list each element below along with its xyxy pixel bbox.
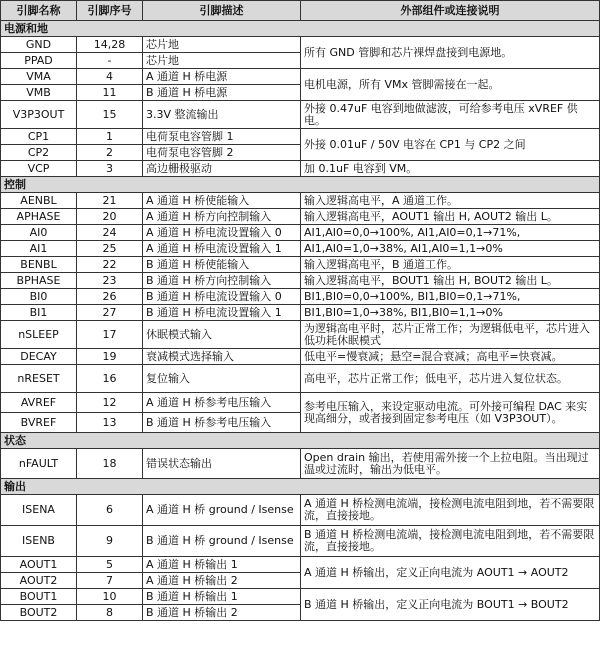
- section-status: 状态: [1, 433, 600, 449]
- pin-name: AI0: [1, 225, 77, 241]
- pin-number: 17: [77, 321, 143, 349]
- table-row: [1, 393, 600, 413]
- pin-name: AOUT2: [1, 573, 77, 589]
- table-row: [1, 589, 600, 605]
- pin-note: A 通道 H 桥检测电流端，接检测电流电阻到地，若不需要限流，直接接地。: [301, 495, 600, 526]
- pin-note: 为逻辑高电平时，芯片正常工作；为逻辑低电平，芯片进入低功耗休眠模式: [301, 321, 600, 349]
- pin-desc: 衰减模式选择输入: [143, 349, 301, 365]
- pin-number: 6: [77, 495, 143, 526]
- pin-name: BOUT2: [1, 605, 77, 621]
- table-row: [1, 193, 600, 209]
- pin-number: 5: [77, 557, 143, 573]
- pin-number: 24: [77, 225, 143, 241]
- pin-name: GND: [1, 37, 77, 53]
- pin-desc: B 通道 H 桥电流设置输入 1: [143, 305, 301, 321]
- table-row: [1, 37, 600, 53]
- pin-name: V3P3OUT: [1, 101, 77, 129]
- pin-name: BI1: [1, 305, 77, 321]
- pin-note: Open drain 输出，若使用需外接一个上拉电阻。当出现过温或过流时，输出为低电平。: [301, 449, 600, 479]
- pin-name: VMB: [1, 85, 77, 101]
- pin-name: BPHASE: [1, 273, 77, 289]
- pin-number: 9: [77, 526, 143, 557]
- pin-number: 15: [77, 101, 143, 129]
- table-row: [1, 526, 600, 557]
- pin-number: 7: [77, 573, 143, 589]
- pin-desc: 休眠模式输入: [143, 321, 301, 349]
- pin-number: 10: [77, 589, 143, 605]
- pin-desc: B 通道 H 桥电源: [143, 85, 301, 101]
- pin-number: 20: [77, 209, 143, 225]
- pin-name: PPAD: [1, 53, 77, 69]
- pin-note: BI1,BI0=0,0→100%, BI1,BI0=0,1→71%,: [301, 289, 600, 305]
- pin-note: AI1,AI0=1,0→38%, AI1,AI0=1,1→0%: [301, 241, 600, 257]
- table-row: [1, 449, 600, 479]
- pin-name: BVREF: [1, 413, 77, 433]
- table-row: [1, 101, 600, 129]
- pin-number: 19: [77, 349, 143, 365]
- pin-name: CP1: [1, 129, 77, 145]
- pin-note: 加 0.1uF 电容到 VM。: [301, 161, 600, 177]
- pin-name: nSLEEP: [1, 321, 77, 349]
- table-row: [1, 257, 600, 273]
- pin-note: 高电平，芯片正常工作；低电平，芯片进入复位状态。: [301, 365, 600, 393]
- pin-name: BENBL: [1, 257, 77, 273]
- pin-note: AI1,AI0=0,0→100%, AI1,AI0=0,1→71%,: [301, 225, 600, 241]
- pin-note: A 通道 H 桥输出，定义正向电流为 AOUT1 → AOUT2: [301, 557, 600, 589]
- table-row: [1, 349, 600, 365]
- pin-name: AENBL: [1, 193, 77, 209]
- pin-desc: A 通道 H 桥方向控制输入: [143, 209, 301, 225]
- table-row: [1, 129, 600, 145]
- table-row: [1, 365, 600, 393]
- pin-number: 8: [77, 605, 143, 621]
- pin-name: AVREF: [1, 393, 77, 413]
- pin-number: 23: [77, 273, 143, 289]
- section-control: 控制: [1, 177, 600, 193]
- pin-name: AOUT1: [1, 557, 77, 573]
- pin-number: 13: [77, 413, 143, 433]
- pin-desc: B 通道 H 桥使能输入: [143, 257, 301, 273]
- pin-desc: B 通道 H 桥电流设置输入 0: [143, 289, 301, 305]
- pin-desc: A 通道 H 桥电流设置输入 0: [143, 225, 301, 241]
- pin-note: 输入逻辑高电平，BOUT1 输出 H, BOUT2 输出 L。: [301, 273, 600, 289]
- pin-desc: 芯片地: [143, 53, 301, 69]
- pin-desc: A 通道 H 桥使能输入: [143, 193, 301, 209]
- pin-desc: 错误状态输出: [143, 449, 301, 479]
- pin-desc: 电荷泵电容管脚 2: [143, 145, 301, 161]
- pin-note: 所有 GND 管脚和芯片裸焊盘接到电源地。: [301, 37, 600, 69]
- pin-number: 12: [77, 393, 143, 413]
- pin-name: ISENA: [1, 495, 77, 526]
- pin-desc: 复位输入: [143, 365, 301, 393]
- table-row: [1, 305, 600, 321]
- pin-note: B 通道 H 桥输出，定义正向电流为 BOUT1 → BOUT2: [301, 589, 600, 621]
- pin-note: 低电平=慢衰减；悬空=混合衰减；高电平=快衰减。: [301, 349, 600, 365]
- section-output: 输出: [1, 479, 600, 495]
- pin-name: BOUT1: [1, 589, 77, 605]
- pin-note: 外接 0.47uF 电容到地做滤波，可给参考电压 xVREF 供电。: [301, 101, 600, 129]
- pin-desc: B 通道 H 桥输出 1: [143, 589, 301, 605]
- header-pin-number: 引脚序号: [77, 1, 143, 21]
- pin-note: 参考电压输入，来设定驱动电流。可外接可编程 DAC 来实现高细分，或者接到固定参考电压（如 V3P3OUT）。: [301, 393, 600, 433]
- pin-name: BI0: [1, 289, 77, 305]
- pin-note: 外接 0.01uF / 50V 电容在 CP1 与 CP2 之间: [301, 129, 600, 161]
- header-row: [1, 1, 600, 21]
- table-row: [1, 289, 600, 305]
- pin-number: 16: [77, 365, 143, 393]
- table-row: [1, 321, 600, 349]
- table-row: [1, 161, 600, 177]
- pin-desc: 芯片地: [143, 37, 301, 53]
- pin-name: DECAY: [1, 349, 77, 365]
- pin-desc: A 通道 H 桥参考电压输入: [143, 393, 301, 413]
- header-pin-description: 引脚描述: [143, 1, 301, 21]
- table-row: [1, 225, 600, 241]
- pin-name: AI1: [1, 241, 77, 257]
- pin-number: 26: [77, 289, 143, 305]
- pin-number: 2: [77, 145, 143, 161]
- pin-name: VMA: [1, 69, 77, 85]
- pin-note: 输入逻辑高电平，A 通道工作。: [301, 193, 600, 209]
- pin-number: 18: [77, 449, 143, 479]
- pin-desc: B 通道 H 桥输出 2: [143, 605, 301, 621]
- pin-number: 1: [77, 129, 143, 145]
- pin-number: 25: [77, 241, 143, 257]
- table-row: [1, 557, 600, 573]
- pin-desc: A 通道 H 桥电源: [143, 69, 301, 85]
- pin-name: nFAULT: [1, 449, 77, 479]
- table-row: [1, 273, 600, 289]
- pin-name: APHASE: [1, 209, 77, 225]
- pin-desc: A 通道 H 桥 ground / Isense: [143, 495, 301, 526]
- pin-note: BI1,BI0=1,0→38%, BI1,BI0=1,1→0%: [301, 305, 600, 321]
- table-row: [1, 69, 600, 85]
- pin-name: nRESET: [1, 365, 77, 393]
- table-row: [1, 241, 600, 257]
- pin-desc: 电荷泵电容管脚 1: [143, 129, 301, 145]
- pin-desc: A 通道 H 桥电流设置输入 1: [143, 241, 301, 257]
- pin-number: 21: [77, 193, 143, 209]
- pin-note: B 通道 H 桥检测电流端，接检测电流电阻到地，若不需要限流，直接接地。: [301, 526, 600, 557]
- pin-name: CP2: [1, 145, 77, 161]
- pin-desc: 3.3V 整流输出: [143, 101, 301, 129]
- pin-desc: A 通道 H 桥输出 2: [143, 573, 301, 589]
- pin-number: 22: [77, 257, 143, 273]
- pin-desc: 高边栅极驱动: [143, 161, 301, 177]
- pin-note: 输入逻辑高电平，AOUT1 输出 H, AOUT2 输出 L。: [301, 209, 600, 225]
- pin-number: 11: [77, 85, 143, 101]
- pin-name: ISENB: [1, 526, 77, 557]
- pin-number: -: [77, 53, 143, 69]
- table-row: [1, 495, 600, 526]
- pin-desc: B 通道 H 桥方向控制输入: [143, 273, 301, 289]
- header-pin-name: 引脚名称: [1, 1, 77, 21]
- pin-desc: B 通道 H 桥参考电压输入: [143, 413, 301, 433]
- pin-number: 4: [77, 69, 143, 85]
- pin-number: 14,28: [77, 37, 143, 53]
- pin-name: VCP: [1, 161, 77, 177]
- pin-number: 27: [77, 305, 143, 321]
- header-external-notes: 外部组件或连接说明: [301, 1, 600, 21]
- pin-desc: A 通道 H 桥输出 1: [143, 557, 301, 573]
- pin-number: 3: [77, 161, 143, 177]
- section-power: 电源和地: [1, 21, 600, 37]
- table-row: [1, 209, 600, 225]
- pin-note: 输入逻辑高电平，B 通道工作。: [301, 257, 600, 273]
- pin-note: 电机电源，所有 VMx 管脚需接在一起。: [301, 69, 600, 101]
- pin-desc: B 通道 H 桥 ground / Isense: [143, 526, 301, 557]
